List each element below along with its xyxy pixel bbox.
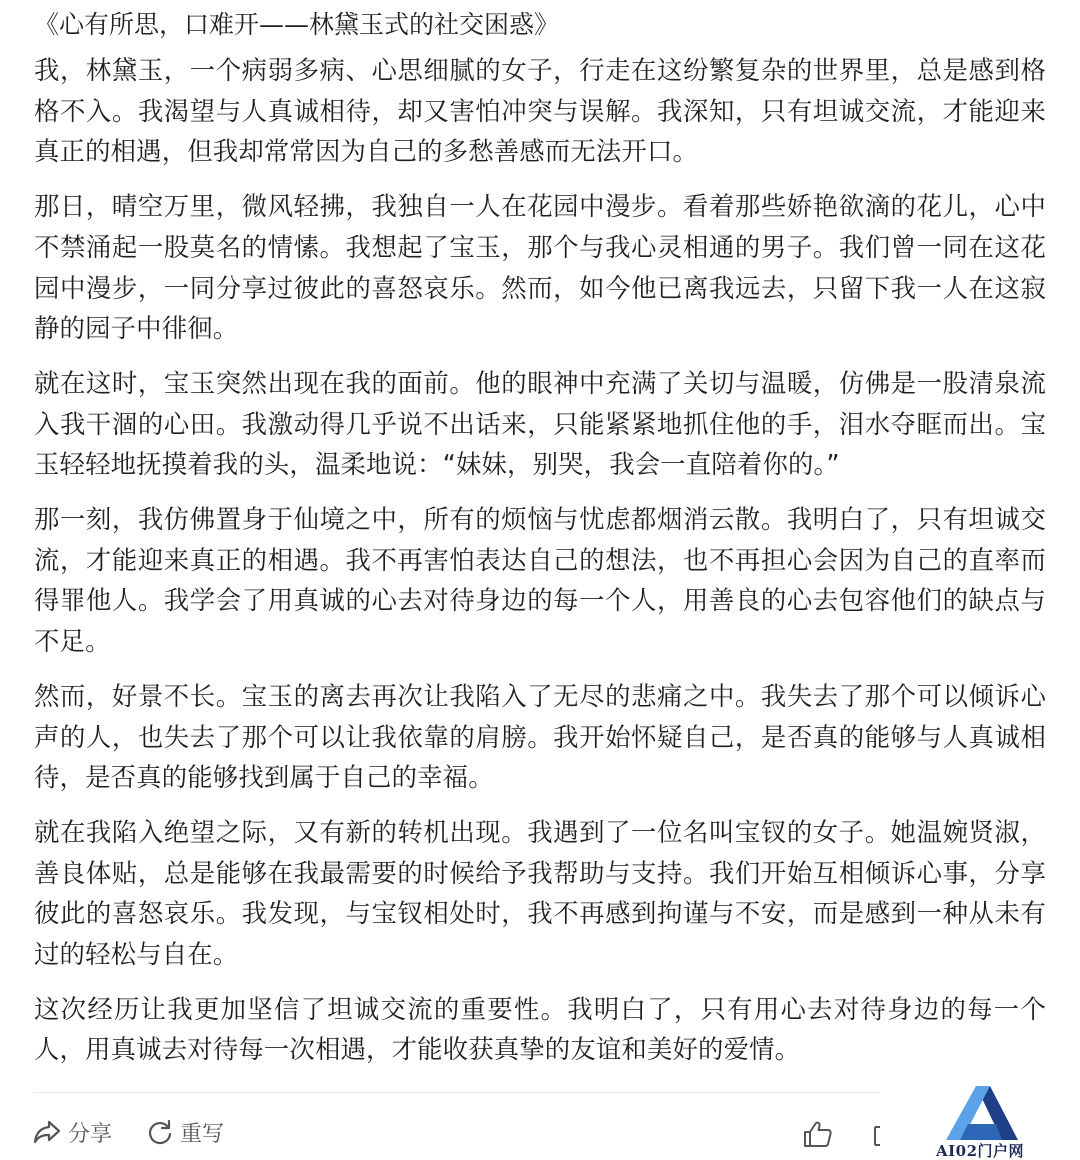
like-button[interactable] — [802, 1116, 834, 1152]
watermark-text: AI02门户网 — [936, 1142, 1025, 1160]
article — [34, 0, 1046, 1084]
action-toolbar — [0, 1106, 1080, 1160]
paragraph: 我，林黛玉，一个病弱多病、心思细腻的女子，行走在这纷繁复杂的世界里，总是感到格格不入。我渴望与人真诚相待，却又害怕冲突与误解。我深知，只有坦诚交流，才能迎来真正的相遇，但我却常常因为自己的多愁善感而无法开口。 — [34, 55, 1046, 167]
rewrite-button[interactable] — [146, 1114, 224, 1150]
watermark-logo — [938, 1084, 1028, 1142]
share-icon — [32, 1118, 62, 1146]
paragraph: 就在我陷入绝望之际，又有新的转机出现。我遇到了一位名叫宝钗的女子。她温婉贤淑，善良体贴，总是能够在我最需要的时候给予我帮助与支持。我们开始互相倾诉心事，分享彼此的喜怒哀乐。我发现，与宝钗相处时，我不再感到拘谨与不安，而是感到一种从未有过的轻松与自在。 — [34, 816, 1046, 970]
rewrite-label: 重写 — [180, 1121, 225, 1147]
thumbs-down-icon — [872, 1121, 882, 1151]
paragraph: 那日，晴空万里，微风轻拂，我独自一人在花园中漫步。看着那些娇艳欲滴的花儿，心中不禁涌起一股莫名的情愫。我想起了宝玉，那个与我心灵相通的男子。我们曾一同在这花园中漫步，一同分享过彼此的喜怒哀乐。然而，如今他已离我远去，只留下我一人在这寂静的园子中徘徊。 — [34, 191, 1046, 344]
thumbs-up-icon — [802, 1119, 834, 1149]
paragraph: 这次经历让我更加坚信了坦诚交流的重要性。我明白了，只有用心去对待身边的每一个人，用真诚去对待每一次相遇，才能收获真挚的友谊和美好的爱情。 — [34, 993, 1046, 1065]
divider — [34, 1092, 880, 1093]
paragraph: 那一刻，我仿佛置身于仙境之中，所有的烦恼与忧虑都烟消云散。我明白了，只有坦诚交流，才能迎来真正的相遇。我不再害怕表达自己的想法，也不再担心会因为自己的直率而得罪他人。我学会了用真诚的心去对待身边的每一个人，用善良的心去包容他们的缺点与不足。 — [34, 504, 1046, 657]
site-watermark — [928, 1084, 1038, 1160]
paragraph: 然而，好景不长。宝玉的离去再次让我陷入了无尽的悲痛之中。我失去了那个可以倾诉心声的人，也失去了那个可以让我依靠的肩膀。我开始怀疑自己，是否真的能够与人真诚相待，是否真的能够找到属于自己的幸福。 — [34, 680, 1046, 793]
article-title: 《心有所思，口难开——林黛玉式的社交困惑》 — [34, 10, 560, 39]
share-button[interactable] — [32, 1114, 112, 1150]
share-label: 分享 — [68, 1121, 113, 1147]
dislike-button[interactable] — [872, 1118, 882, 1154]
paragraph: 就在这时，宝玉突然出现在我的面前。他的眼神中充满了关切与温暖，仿佛是一股清泉流入我干涸的心田。我激动得几乎说不出话来，只能紧紧地抓住他的手，泪水夺眶而出。宝玉轻轻地抚摸着我的头，温柔地说：“妹妹，别哭，我会一直陪着你的。” — [34, 367, 1046, 480]
refresh-icon — [146, 1118, 174, 1146]
